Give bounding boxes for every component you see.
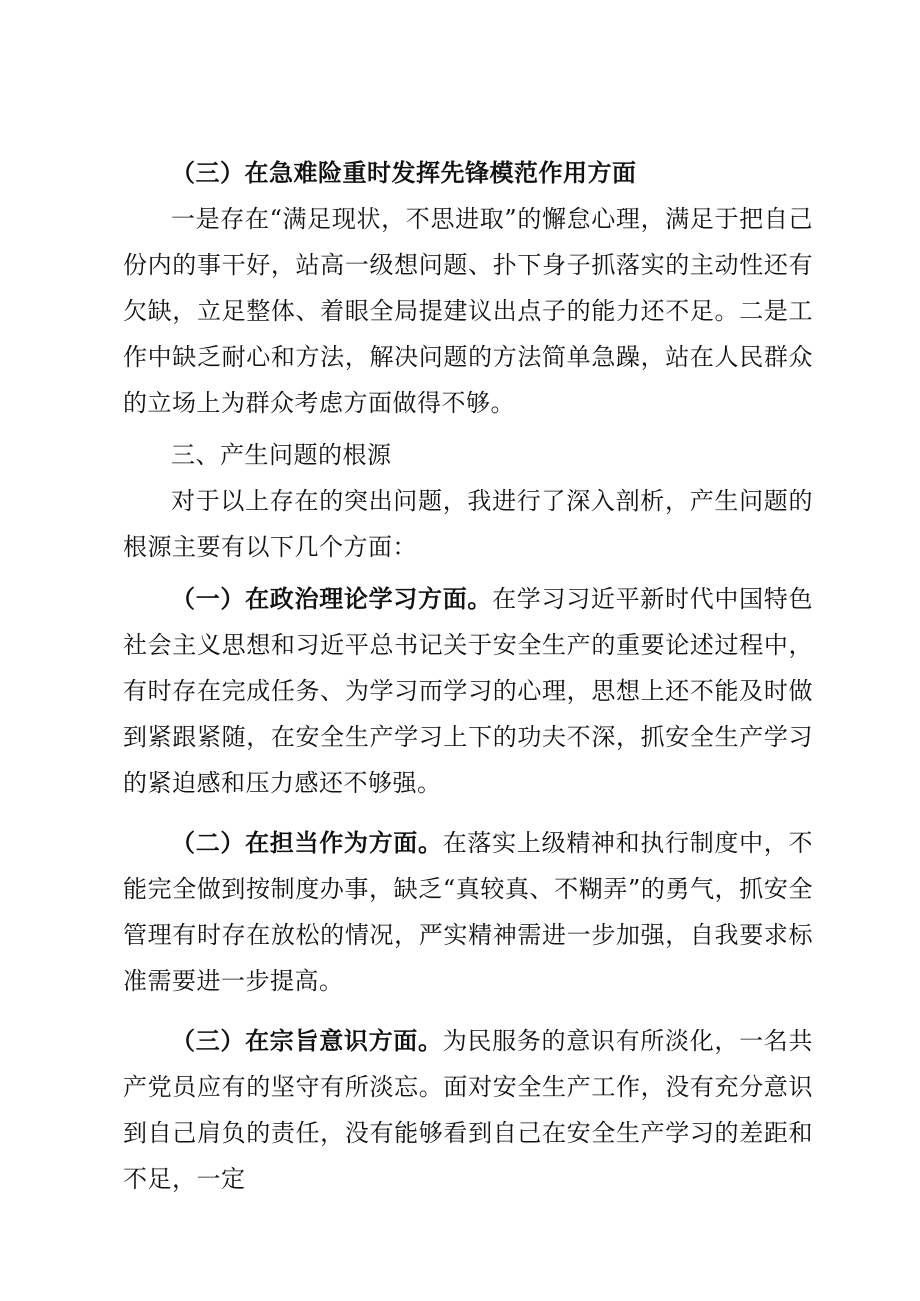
- document-page: [123, 150, 813, 1202]
- paragraph: 一是存在“满足现状，不思进取”的懈怠心理，满足于把自己份内的事干好，站高一级想问题、扑下身子抓落实的主动性还有欠缺，立足整体、着眼全局提建议出点子的能力还不足。二是工作中缺乏耐心和方法，解决问题的方法简单急躁，站在人民群众的立场上为群众考虑方面做得不够。: [123, 205, 813, 417]
- paragraph-lead: （一）在政治理论学习方面。: [171, 585, 493, 613]
- paragraph-lead: （二）在担当作为方面。: [171, 829, 443, 857]
- paragraph-root-3: [123, 1018, 813, 1202]
- subsection-heading: （三）在急难险重时发挥先锋模范作用方面: [171, 159, 637, 187]
- paragraph-body: 在落实上级精神和执行制度中，不能完全做到按制度办事，缺乏“真较真、不糊弄”的勇气，抓安全管理有时存在放松的情况，严实精神需进一步加强，自我要求标准需要进一步提高。: [123, 829, 814, 995]
- paragraph-lead: （三）在宗旨意识方面。: [171, 1027, 443, 1055]
- paragraph-root-2: [123, 820, 813, 1004]
- paragraph: 对于以上存在的突出问题，我进行了深入剖析，产生问题的根源主要有以下几个方面：: [123, 487, 813, 561]
- paragraph-body: 在学习习近平新时代中国特色社会主义思想和习近平总书记关于安全生产的重要论述过程中，有时存在完成任务、为学习而学习的心理，思想上还不能及时做到紧跟紧随，在安全生产学习上下的功夫不深，抓安全生产学习的紧迫感和压力感还不够强。: [123, 585, 814, 797]
- paragraph-root-1: [123, 576, 813, 806]
- paragraph-body: 为民服务的意识有所淡化，一名共产党员应有的坚守有所淡忘。面对安全生产工作，没有充分意识到自己肩负的责任，没有能够看到自己在安全生产学习的差距和不足，一定: [123, 1027, 814, 1193]
- section-heading: 三、产生问题的根源: [171, 441, 392, 469]
